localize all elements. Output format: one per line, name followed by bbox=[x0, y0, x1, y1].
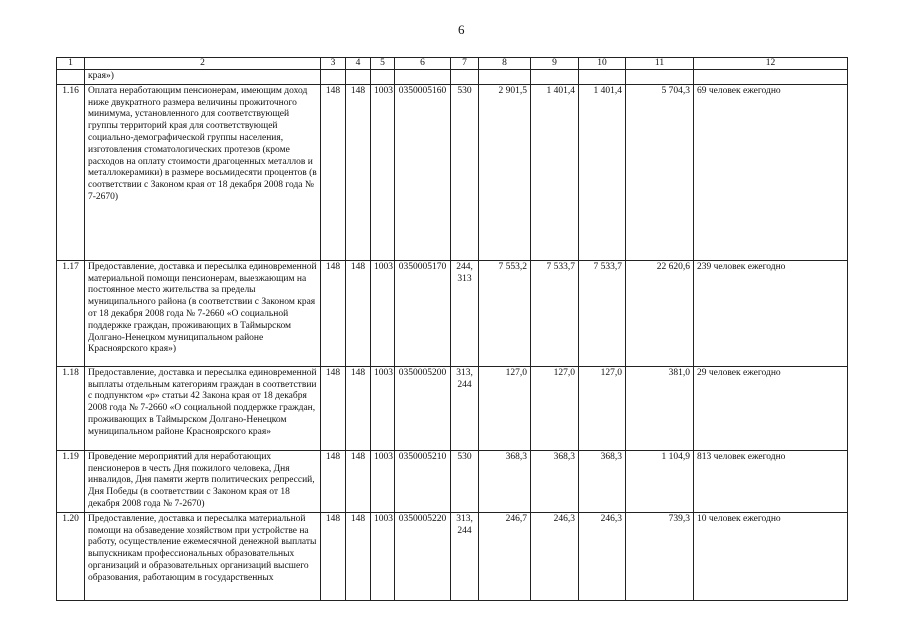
row-number: 1.17 bbox=[57, 260, 85, 366]
column-header: 4 bbox=[346, 58, 371, 70]
row-total: 22 620,6 bbox=[626, 260, 694, 366]
row-col-5: 1003 bbox=[371, 450, 395, 512]
row-value-9: 7 533,7 bbox=[531, 260, 579, 366]
row-col-4: 148 bbox=[346, 366, 371, 450]
column-header: 11 bbox=[626, 58, 694, 70]
row-description: Предоставление, доставка и пересылка единовременной материальной помощи пенсионерам, выезжающим на постоянное место жительства за пределы муниципального района (в соответствии с Законом края от 18 декабря 2008 года № 7-2660 «О социальной поддержке граждан, проживающих в Таймырском Долгано-Ненецком муниципальном районе Красноярского края») bbox=[85, 260, 321, 366]
row-note: 69 человек ежегодно bbox=[694, 84, 848, 260]
row-value-9: 127,0 bbox=[531, 366, 579, 450]
page-number: 6 bbox=[458, 22, 465, 37]
row-value-9: 246,3 bbox=[531, 512, 579, 600]
row-value-8: 7 553,2 bbox=[479, 260, 531, 366]
row-col-4: 148 bbox=[346, 260, 371, 366]
row-code: 0350005220 bbox=[395, 512, 451, 600]
row-description: Предоставление, доставка и пересылка единовременной выплаты отдельным категориям граждан в соответствии с подпунктом «р» статьи 42 Закона края от 18 декабря 2008 года № 7-2660 «О социальной поддержке граждан, проживающих в Таймырском Долгано-Ненецком муниципальном районе Красноярского края» bbox=[85, 366, 321, 450]
row-total: 739,3 bbox=[626, 512, 694, 600]
row-number: 1.18 bbox=[57, 366, 85, 450]
row-code: 0350005210 bbox=[395, 450, 451, 512]
column-header: 3 bbox=[321, 58, 346, 70]
table-row bbox=[57, 512, 848, 600]
row-value-9: 1 401,4 bbox=[531, 84, 579, 260]
table-row bbox=[57, 84, 848, 260]
row-value-8: 368,3 bbox=[479, 450, 531, 512]
row-code: 0350005170 bbox=[395, 260, 451, 366]
row-col-3: 148 bbox=[321, 450, 346, 512]
row-value-10: 127,0 bbox=[579, 366, 626, 450]
row-description: Оплата неработающим пенсионерам, имеющим доход ниже двукратного размера величины прожиточного минимума, установленного для соответствующей группы территорий края для соответствующей социально-демографической группы населения, изготовления стоматологических протезов (кроме расходов на оплату стоимости драгоценных металлов и металлокерамики) в размере восьмидесяти процентов (в соответствии с Законом края от 18 декабря 2008 года № 7-2670) bbox=[85, 84, 321, 260]
column-header: 12 bbox=[694, 58, 848, 70]
row-col-5: 1003 bbox=[371, 260, 395, 366]
row-value-8: 2 901,5 bbox=[479, 84, 531, 260]
row-total: 5 704,3 bbox=[626, 84, 694, 260]
row-note: 29 человек ежегодно bbox=[694, 366, 848, 450]
column-header: 5 bbox=[371, 58, 395, 70]
column-header: 2 bbox=[85, 58, 321, 70]
row-code: 0350005200 bbox=[395, 366, 451, 450]
continuation-text: края») bbox=[85, 70, 321, 85]
continuation-row bbox=[57, 70, 848, 85]
table-row bbox=[57, 260, 848, 366]
column-header: 8 bbox=[479, 58, 531, 70]
row-col-3: 148 bbox=[321, 366, 346, 450]
column-header: 7 bbox=[451, 58, 479, 70]
row-value-8: 246,7 bbox=[479, 512, 531, 600]
row-col-4: 148 bbox=[346, 512, 371, 600]
row-number: 1.20 bbox=[57, 512, 85, 600]
row-total: 1 104,9 bbox=[626, 450, 694, 512]
row-value-10: 7 533,7 bbox=[579, 260, 626, 366]
column-header: 10 bbox=[579, 58, 626, 70]
row-value-10: 1 401,4 bbox=[579, 84, 626, 260]
row-value-10: 368,3 bbox=[579, 450, 626, 512]
row-note: 239 человек ежегодно bbox=[694, 260, 848, 366]
row-col-5: 1003 bbox=[371, 366, 395, 450]
row-col-5: 1003 bbox=[371, 84, 395, 260]
row-code: 0350005160 bbox=[395, 84, 451, 260]
row-description: Проведение мероприятий для неработающих пенсионеров в честь Дня пожилого человека, Дня инвалидов, Дня памяти жертв политических репрессий, Дня Победы (в соответствии с Законом края от 18 декабря 2008 года № 7-2670) bbox=[85, 450, 321, 512]
column-header: 6 bbox=[395, 58, 451, 70]
row-note: 10 человек ежегодно bbox=[694, 512, 848, 600]
row-col-3: 148 bbox=[321, 84, 346, 260]
row-col-3: 148 bbox=[321, 512, 346, 600]
row-value-10: 246,3 bbox=[579, 512, 626, 600]
table-row bbox=[57, 450, 848, 512]
budget-table bbox=[56, 57, 848, 601]
column-header-row bbox=[57, 58, 848, 70]
table-row bbox=[57, 366, 848, 450]
row-col-5: 1003 bbox=[371, 512, 395, 600]
row-type-code: 313, 244 bbox=[451, 512, 479, 600]
row-number: 1.16 bbox=[57, 84, 85, 260]
row-number: 1.19 bbox=[57, 450, 85, 512]
row-col-4: 148 bbox=[346, 84, 371, 260]
row-type-code: 244, 313 bbox=[451, 260, 479, 366]
column-header: 9 bbox=[531, 58, 579, 70]
row-type-code: 530 bbox=[451, 84, 479, 260]
row-description: Предоставление, доставка и пересылка материальной помощи на обзаведение хозяйством при устройстве на работу, осуществление ежемесячной денежной выплаты выпускникам профессиональных образовательных организаций и образовательных организаций высшего образования, работающим в государственных bbox=[85, 512, 321, 600]
row-total: 381,0 bbox=[626, 366, 694, 450]
row-value-8: 127,0 bbox=[479, 366, 531, 450]
column-header: 1 bbox=[57, 58, 85, 70]
row-value-9: 368,3 bbox=[531, 450, 579, 512]
row-type-code: 313, 244 bbox=[451, 366, 479, 450]
row-type-code: 530 bbox=[451, 450, 479, 512]
row-col-4: 148 bbox=[346, 450, 371, 512]
row-note: 813 человек ежегодно bbox=[694, 450, 848, 512]
row-col-3: 148 bbox=[321, 260, 346, 366]
